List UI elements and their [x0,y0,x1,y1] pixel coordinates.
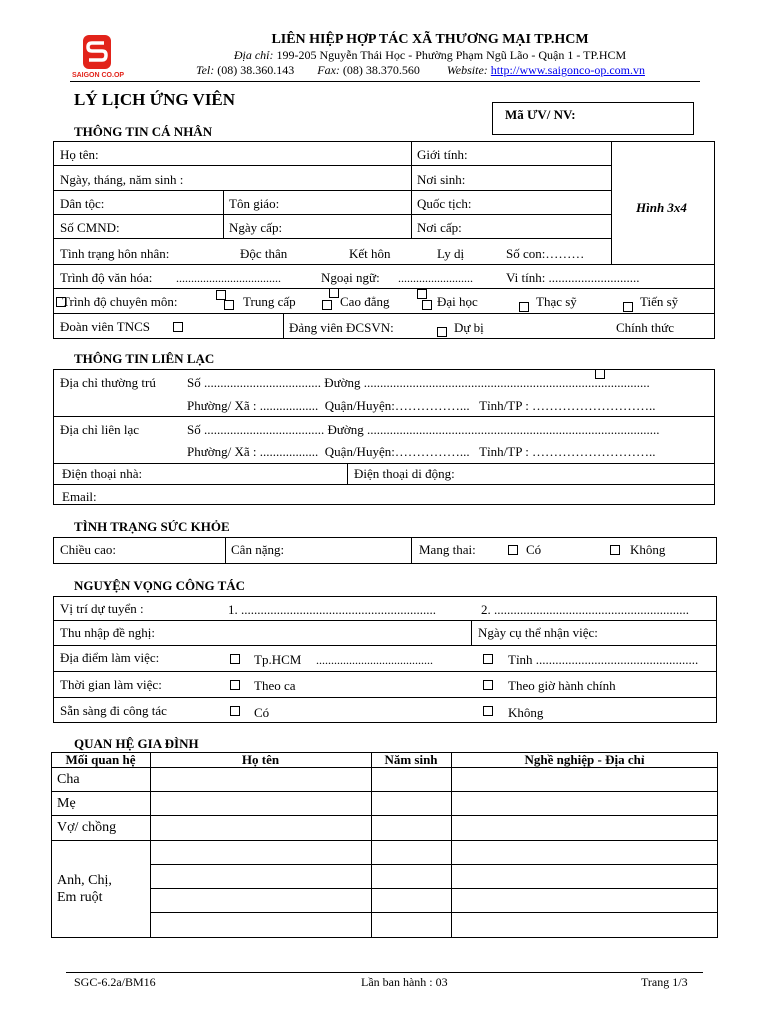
contact-heading: THÔNG TIN LIÊN LẠC [74,351,215,366]
master-checkbox[interactable] [519,302,529,312]
language-label: Ngoại ngữ: [321,270,380,285]
aspiration-heading: NGUYỆN VỌNG CÔNG TÁC [74,578,246,593]
col-header-relation: Mối quan hệ [65,752,136,767]
college-checkbox-2[interactable] [322,300,332,310]
travel-no-checkbox[interactable] [483,706,493,716]
full-name-label: Họ tên: [60,147,99,162]
candidate-code-label: Mã ƯV/ NV: [505,107,576,122]
col-divider [223,190,224,238]
permanent-ward-line: Phường/ Xã : .................. Quận/Huyện:……………... Tỉnh/TP : ……………………….. [187,398,656,413]
single-option: Độc thân [240,246,288,261]
position-choice-2: 2. ............................................................ [481,602,689,617]
address-line [150,48,710,63]
nationality-label: Quốc tịch: [417,196,472,211]
height-label: Chiều cao: [60,542,116,557]
position-choice-1: 1. ............................................................ [228,602,436,617]
travel-no-option: Không [508,705,544,720]
province-checkbox[interactable] [483,654,493,664]
personal-heading: THÔNG TIN CÁ NHÂN [74,124,213,139]
divorced-option: Ly dị [437,246,465,261]
row-divider [150,864,718,865]
row-divider [51,840,718,841]
col-divider [471,620,472,645]
health-heading: TÌNH TRẠNG SỨC KHỎE [74,519,230,534]
issue-date-label: Ngày cấp: [229,220,283,235]
married-option: Kết hôn [349,246,391,261]
family-heading: QUAN HỆ GIA ĐÌNH [74,736,199,751]
row-divider [51,791,718,792]
relation-siblings-line-2: Em ruột [57,890,103,905]
master-option: Thạc sỹ [536,294,577,309]
row-divider [150,888,718,889]
university-checkbox-2[interactable] [422,300,432,310]
issue-place-label: Nơi cấp: [417,220,462,235]
edition-number: Lần ban hành : 03 [361,975,448,989]
relation-mother: Mẹ [57,796,76,811]
pregnant-no-option: Không [630,542,666,557]
row-divider [53,697,717,698]
col-divider [283,313,284,339]
intermediate-option: Trung cấp [243,294,296,309]
logo-text: SAIGON CO.OP [71,72,125,79]
permanent-street-line: Số .................................... Đường ........................................................................................ [187,375,650,390]
shift-checkbox[interactable] [230,680,240,690]
hcm-option: Tp.HCM [254,652,302,667]
probationary-option: Dự bị [454,320,484,335]
row-divider [53,190,611,191]
row-divider [51,815,718,816]
fax-value: (08) 38.370.560 [342,63,420,77]
row-divider [53,620,717,621]
permanent-address-label: Địa chỉ thường trú [60,375,156,390]
email-label: Email: [62,489,97,504]
candidate-code-box[interactable] [492,102,694,135]
dob-label: Ngày, tháng, năm sinh : [60,172,184,187]
website-link[interactable]: http://www.saigonco-op.com.vn [490,63,645,77]
col-divider [371,752,372,938]
org-name: LIÊN HIỆP HỢP TÁC XÃ THƯƠNG MẠI TP.HCM [271,32,589,47]
contact-ward-line: Phường/ Xã : .................. Quận/Huyện:……………... Tỉnh/TP : ……………………….. [187,444,656,459]
pregnant-no-checkbox[interactable] [610,545,620,555]
row-divider [53,484,715,485]
row-divider [53,313,715,314]
travel-yes-checkbox[interactable] [230,706,240,716]
col-header-year: Năm sinh [384,752,438,767]
address-checkbox[interactable] [595,369,605,379]
college-checkbox[interactable] [329,288,339,298]
website-label: Website: [446,63,488,77]
home-phone-label: Điện thoại nhà: [62,466,143,481]
pregnant-yes-option: Có [526,542,542,557]
row-divider [53,671,717,672]
start-date-label: Ngày cụ thể nhận việc: [478,625,598,640]
work-location-label: Địa điểm làm việc: [60,650,160,665]
row-divider [150,912,718,913]
salary-label: Thu nhập đề nghị: [60,625,155,640]
relation-spouse: Vợ/ chồng [57,820,117,835]
province-option: Tỉnh .................................................. [508,652,699,667]
shift-option: Theo ca [254,678,296,693]
form-title: LÝ LỊCH ỨNG VIÊN [74,90,236,109]
language-dots: ......................... [398,271,473,285]
row-divider [53,416,715,417]
hcm-checkbox[interactable] [230,654,240,664]
pregnant-label: Mang thai: [419,542,476,557]
row-divider [53,238,611,239]
address-value: 199-205 Nguyễn Thái Học - Phường Phạm Ngũ Lão - Quận 1 - TP.HCM [276,48,627,62]
col-header-name: Họ tên [241,752,280,767]
mobile-phone-label: Điện thoại di động: [354,466,455,481]
university-option: Đại học [437,294,478,309]
work-time-label: Thời gian làm việc: [60,677,162,692]
contact-street-line: Số ..................................... Đường .......................................................................................... [187,422,660,437]
id-number-label: Số CMND: [60,220,120,235]
relation-siblings-line-1: Anh, Chị, [57,873,112,888]
col-divider [451,752,452,938]
form-code: SGC-6.2a/BM16 [74,975,156,989]
row-divider [53,264,715,265]
contact-line [196,63,716,78]
doctor-checkbox[interactable] [623,302,633,312]
family-table [51,752,718,938]
gender-label: Giới tính: [417,147,468,162]
page-number: Trang 1/3 [641,975,688,989]
company-logo [70,34,126,84]
row-divider [53,214,611,215]
party-member-label: Đảng viên ĐCSVN: [289,320,394,335]
official-option: Chính thức [616,320,674,335]
row-divider [53,463,715,464]
youth-union-checkbox[interactable] [173,322,183,332]
travel-yes-option: Có [254,705,270,720]
education-dots: ................................... [176,271,281,285]
col-divider [347,463,348,484]
relation-father: Cha [57,772,80,787]
intermediate-checkbox[interactable] [216,290,226,300]
office-hours-option: Theo giờ hành chính [508,678,616,693]
tel-value: (08) 38.360.143 [217,63,295,77]
youth-union-label: Đoàn viên TNCS [60,319,151,334]
travel-label: Sẵn sàng đi công tác [60,703,167,718]
weight-label: Cân nặng: [231,542,285,557]
ethnicity-label: Dân tộc: [60,196,105,211]
marital-status-label: Tình trạng hôn nhân: [60,246,170,261]
university-checkbox[interactable] [417,289,427,299]
footer-divider [66,972,703,973]
office-hours-checkbox[interactable] [483,680,493,690]
col-divider [411,537,412,564]
doctor-option: Tiến sỹ [640,294,679,309]
intermediate-checkbox-2[interactable] [224,300,234,310]
col-header-job: Nghề nghiệp - Địa chỉ [524,752,645,767]
children-label: Số con:……… [506,246,585,261]
row-divider [53,165,611,166]
computer-label: Vi tính: ............................ [506,270,640,285]
col-divider [611,141,612,264]
tel-label: Tel: [196,63,215,77]
pregnant-yes-checkbox[interactable] [508,545,518,555]
address-label: Địa chỉ: [233,48,274,62]
position-label: Vị trí dự tuyển : [60,601,144,616]
religion-label: Tôn giáo: [229,196,280,211]
contact-address-label: Địa chỉ liên lạc [60,422,140,437]
fax-label: Fax: [317,63,340,77]
col-divider [150,752,151,938]
professional-label: Trình độ chuyên môn: [62,294,178,309]
birthplace-label: Nơi sinh: [417,172,466,187]
photo-placeholder: Hình 3x4 [636,200,687,215]
col-divider [225,537,226,564]
header-divider [70,81,700,82]
hcm-dots: ....................................... [316,653,433,667]
education-label: Trình độ văn hóa: [60,270,153,285]
probationary-checkbox[interactable] [437,327,447,337]
col-divider [411,141,412,238]
college-option: Cao đẳng [340,294,390,309]
row-divider [53,645,717,646]
row-divider [53,288,715,289]
